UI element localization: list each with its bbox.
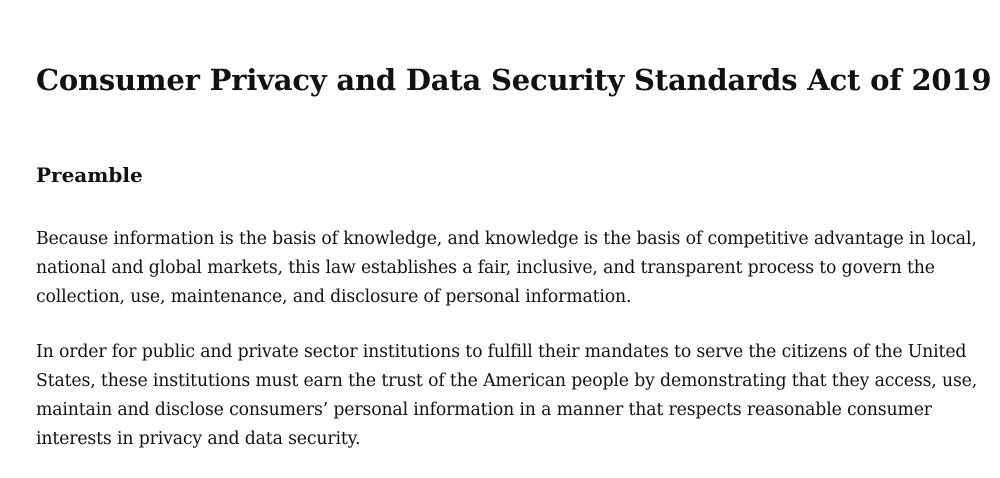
section-heading-preamble: Preamble	[36, 163, 143, 187]
preamble-paragraph-2: In order for public and private sector institutions to fulfill their mandates to serve the citizens of the United States, these institutions must earn the trust of the American people by demonstrating that they access, use, maintain and disclose consumers’ personal information in a manner that respects reasonable consumer interests in privacy and data security.	[36, 342, 978, 449]
preamble-paragraph-1: Because information is the basis of knowledge, and knowledge is the basis of competitive advantage in local, national and global markets, this law establishes a fair, inclusive, and transparent process to govern the collection, use, maintenance, and disclosure of personal information.	[36, 229, 977, 307]
document-title: Consumer Privacy and Data Security Standards Act of 2019	[36, 63, 992, 97]
